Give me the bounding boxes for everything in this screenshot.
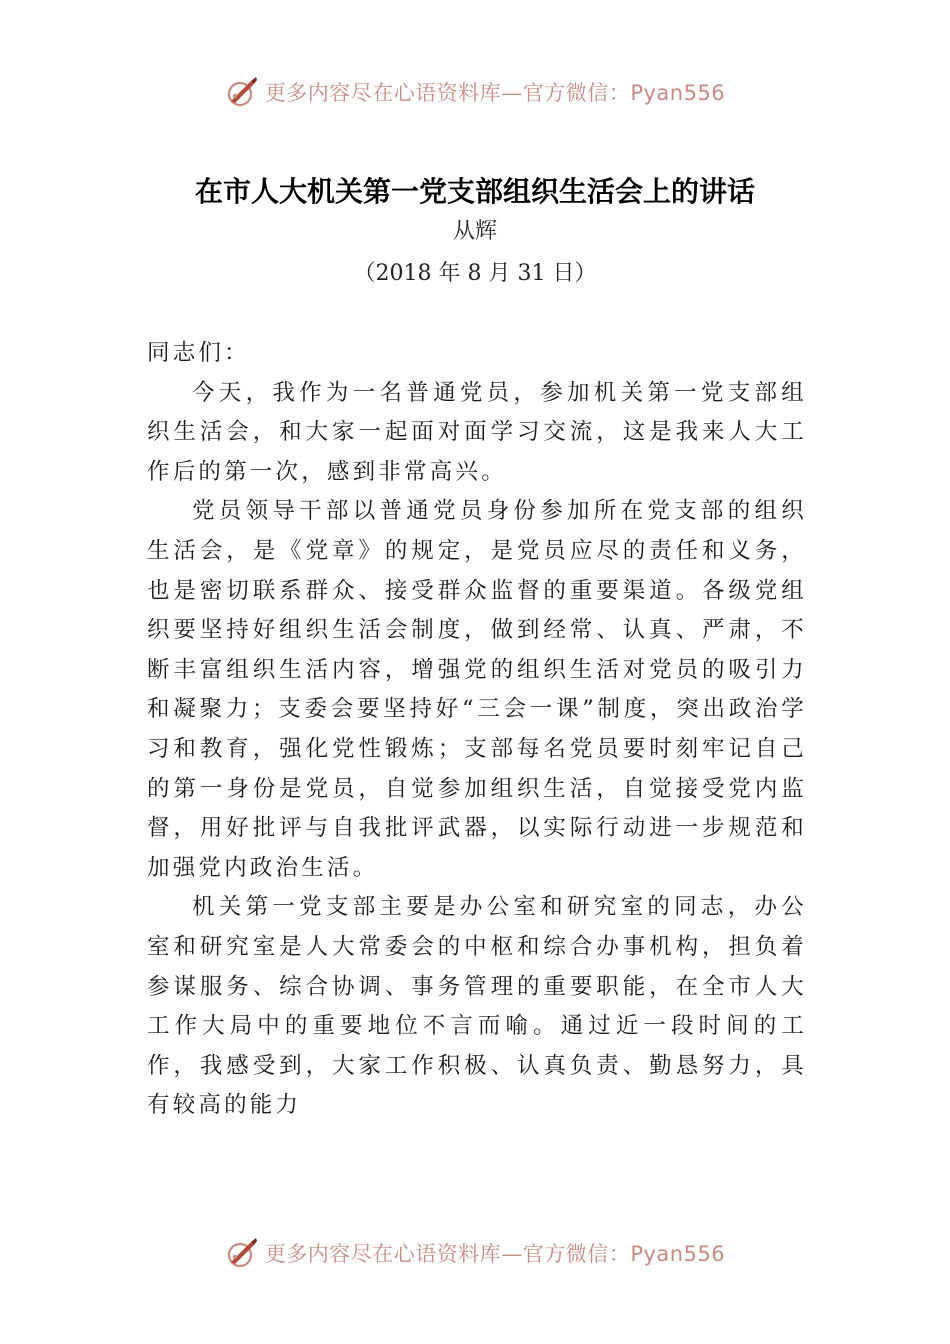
document-body <box>147 334 807 1126</box>
banner-text-cn: 更多内容尽在心语资料库—官方微信： <box>264 81 631 105</box>
banner-text <box>265 77 725 107</box>
pen-logo-icon <box>225 1236 259 1270</box>
footer-watermark-banner <box>0 1231 950 1275</box>
document-title: 在市人大机关第一党支部组织生活会上的讲话 <box>194 175 755 208</box>
header-watermark-banner <box>0 70 950 114</box>
banner-wechat-id: Pyan556 <box>630 81 726 105</box>
banner-wechat-id: Pyan556 <box>630 1242 726 1266</box>
salutation: 同志们： <box>147 340 250 366</box>
pen-logo-icon <box>225 75 259 109</box>
paragraph-1: 今天，我作为一名普通党员，参加机关第一党支部组织生活会，和大家一起面对面学习交流，这是我来人大工作后的第一次，感到非常高兴。 <box>147 379 807 485</box>
document-author: 从辉 <box>452 219 497 244</box>
banner-text-cn: 更多内容尽在心语资料库—官方微信： <box>264 1242 631 1266</box>
paragraph-3: 机关第一党支部主要是办公室和研究室的同志，办公室和研究室是人大常委会的中枢和综合办事机构，担负着参谋服务、综合协调、事务管理的重要职能，在全市人大工作大局中的重要地位不言而喻。通过近一段时间的工作，我感受到，大家工作积极、认真负责、勤恳努力，具有较高的能力 <box>147 894 807 1119</box>
banner-text <box>265 1238 725 1268</box>
paragraph-2: 党员领导干部以普通党员身份参加所在党支部的组织生活会，是《党章》的规定，是党员应尽的责任和义务，也是密切联系群众、接受群众监督的重要渠道。各级党组织要坚持好组织生活会制度，做到经常、认真、严肃，不断丰富组织生活内容，增强党的组织生活对党员的吸引力和凝聚力；支委会要坚持好“三会一课”制度，突出政治学习和教育，强化党性锻炼；支部每名党员要时刻牢记自己的第一身份是党员，自觉参加组织生活，自觉接受党内监督，用好批评与自我批评武器，以实际行动进一步规范和加强党内政治生活。 <box>147 498 807 881</box>
document-date: （2018 年 8 月 31 日） <box>353 261 597 286</box>
